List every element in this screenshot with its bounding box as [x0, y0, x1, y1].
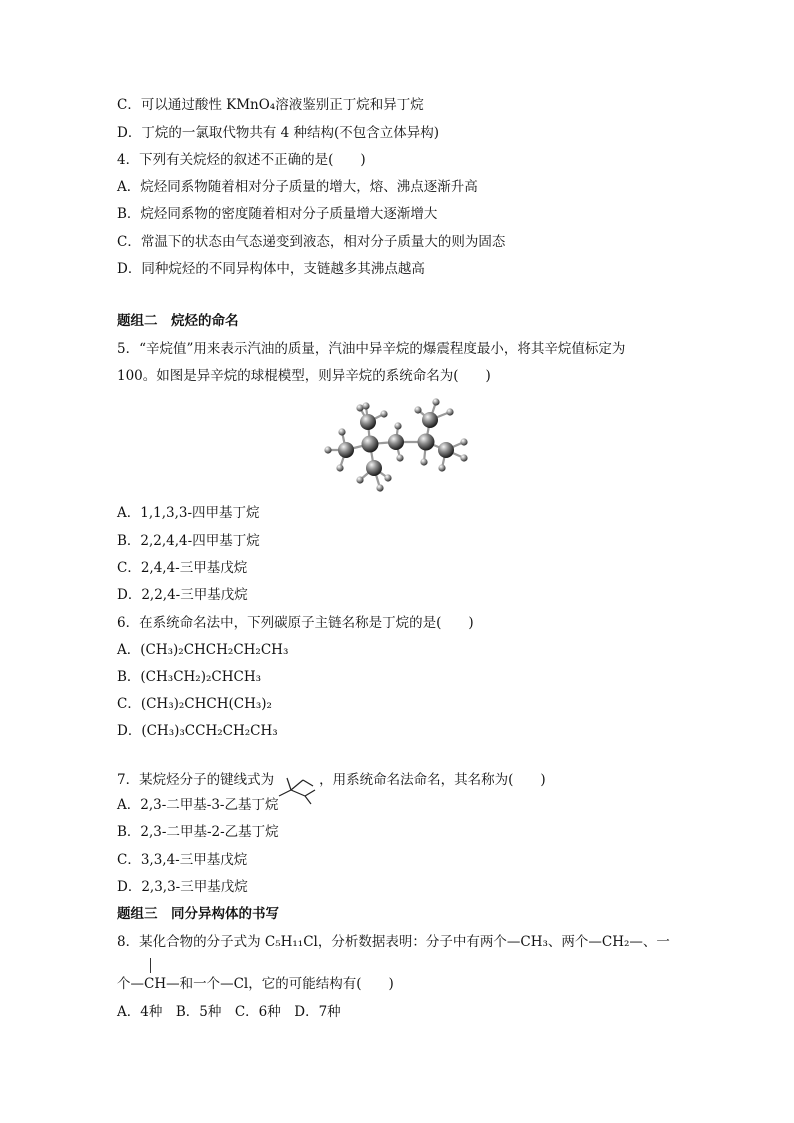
q5-option-d: D．2,2,4-三甲基戊烷 [117, 587, 248, 603]
q5-option-b: B．2,2,4,4-四甲基丁烷 [117, 533, 260, 549]
q7-stem-prefix: 7．某烷烃分子的键线式为 [117, 772, 275, 788]
q8-options: A．4种 B．5种 C．6种 D．7种 [117, 1004, 341, 1020]
q4-stem: 4．下列有关烷烃的叙述不正确的是( ) [117, 152, 366, 168]
q6-option-a: A．(CH₃)₂CHCH₂CH₂CH₃ [117, 642, 289, 658]
q7-option-a: A．2,3-二甲基-3-乙基丁烷 [117, 797, 279, 813]
q5-stem-line-2: 100。如图是异辛烷的球棍模型，则异辛烷的系统命名为( ) [117, 368, 491, 384]
q4-option-b: B．烷烃同系物的密度随着相对分子质量增大逐渐增大 [117, 206, 438, 222]
q4-option-d: D．同种烷烃的不同异构体中，支链越多其沸点越高 [117, 261, 425, 277]
q4-option-a: A．烷烃同系物随着相对分子质量的增大，熔、沸点逐渐升高 [117, 179, 478, 195]
group-3-heading: 题组三 同分异构体的书写 [117, 906, 279, 922]
q5-option-a: A．1,1,3,3-四甲基丁烷 [117, 505, 260, 521]
q6-option-d: D．(CH₃)₃CCH₂CH₂CH₃ [117, 723, 278, 739]
q3-option-d: D．丁烷的一氯取代物共有 4 种结构(不包含立体异构) [117, 125, 440, 141]
q4-option-c: C．常温下的状态由气态递变到液态，相对分子质量大的则为固态 [117, 234, 506, 250]
isooctane-ball-and-stick-model [318, 392, 478, 496]
ch-bond-line [150, 958, 151, 973]
q8-stem-line-2: 个—CH—和一个—Cl，它的可能结构有( ) [117, 976, 394, 992]
q7-option-d: D．2,3,3-三甲基戊烷 [117, 879, 248, 895]
q6-option-c: C．(CH₃)₂CHCH(CH₃)₂ [117, 696, 272, 712]
q5-stem-line-1: 5．“辛烷值”用来表示汽油的质量，汽油中异辛烷的爆震程度最小，将其辛烷值标定为 [117, 341, 626, 357]
q7-stem [117, 771, 546, 789]
q7-option-c: C．3,3,4-三甲基戊烷 [117, 852, 248, 868]
q7-stem-suffix: ，用系统命名法命名，其名称为( ) [319, 772, 546, 788]
group-2-heading: 题组二 烷烃的命名 [117, 313, 239, 329]
q8-stem-line-1: 8．某化合物的分子式为 C₅H₁₁Cl，分析数据表明：分子中有两个—CH₃、两个—CH₂—、一 [117, 934, 670, 950]
q5-option-c: C．2,4,4-三甲基戊烷 [117, 560, 248, 576]
q3-option-c: C．可以通过酸性 KMnO₄溶液鉴别正丁烷和异丁烷 [117, 97, 424, 113]
alkane-skeletal-formula [277, 776, 321, 806]
q7-option-b: B．2,3-二甲基-2-乙基丁烷 [117, 824, 279, 840]
q6-option-b: B．(CH₃CH₂)₂CHCH₃ [117, 669, 262, 685]
q6-stem: 6．在系统命名法中，下列碳原子主链名称是丁烷的是( ) [117, 615, 474, 631]
